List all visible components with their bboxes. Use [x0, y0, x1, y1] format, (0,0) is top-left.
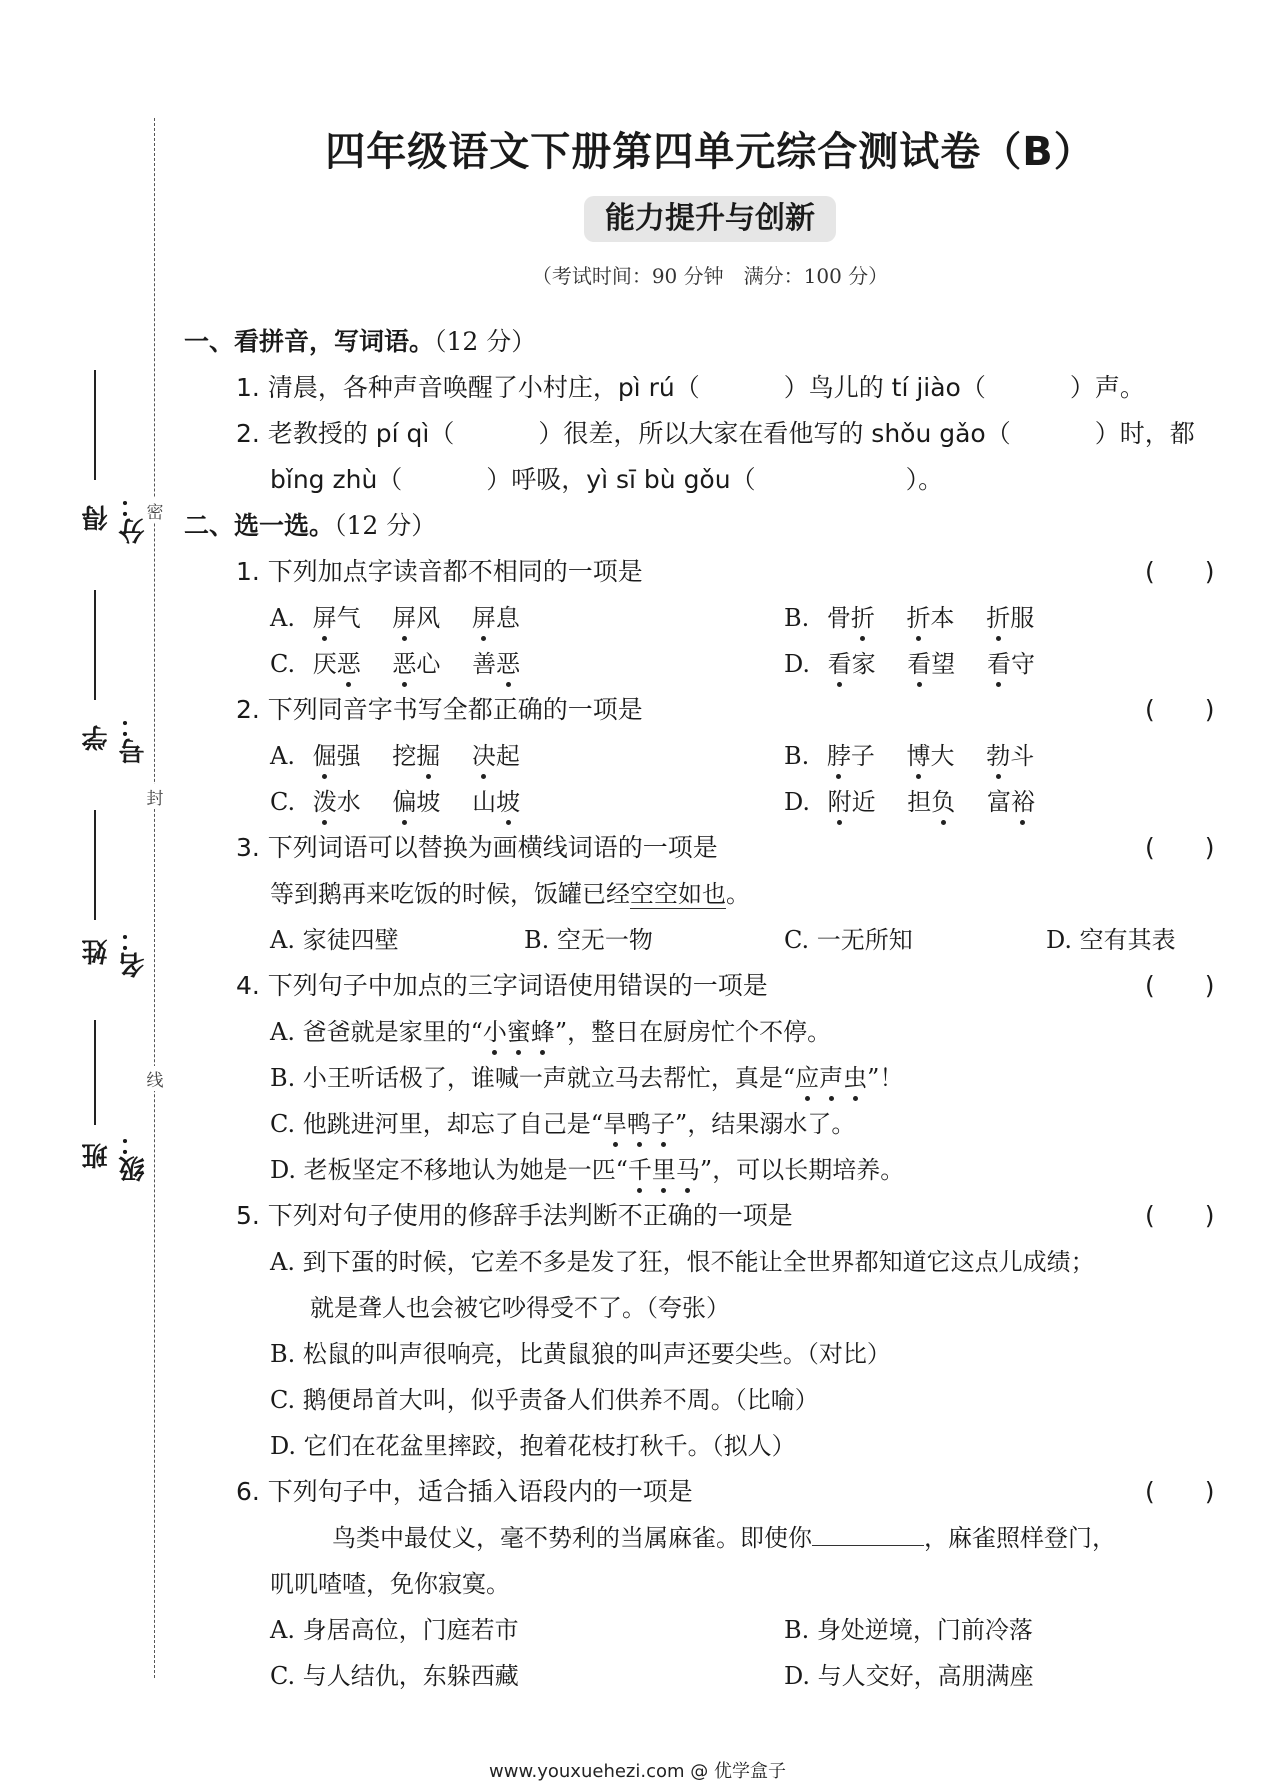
option-letter: A.	[270, 742, 295, 770]
page-title: 四年级语文下册第四单元综合测试卷（B）	[325, 129, 1095, 175]
option-letter: C.	[270, 788, 296, 816]
s1-q2-text-b: ）很差，所以大家在看他写的 shǒu gǎo（	[538, 419, 1011, 448]
char: 本	[930, 604, 955, 632]
s2-q4-option-a[interactable]	[270, 1012, 831, 1047]
dotted-char: 屏	[392, 598, 416, 633]
option-letter: B.	[784, 742, 810, 770]
s2-q5-option-b[interactable]: B. 松鼠的叫声很响亮，比黄鼠狼的叫声还要尖些。（对比）	[270, 1340, 891, 1368]
s2-q6-stem: 6. 下列句子中，适合插入语段内的一项是	[236, 1477, 693, 1506]
s2-q1-option-a[interactable]	[270, 598, 520, 633]
dotted-char: 里	[652, 1150, 676, 1185]
exam-info: （考试时间：90 分钟 满分：100 分）	[531, 264, 889, 288]
s2-q5-option-a-line-2[interactable]: 就是聋人也会被它吵得受不了。（夸张）	[310, 1294, 730, 1322]
dotted-char: 折	[907, 598, 931, 633]
s2-q6-answer-paren[interactable]: ( )	[1145, 1477, 1215, 1506]
dotted-char: 恶	[337, 644, 361, 679]
s2-q3-answer-paren[interactable]: ( )	[1145, 833, 1215, 862]
char: 子	[850, 742, 875, 770]
option-text: ”！	[867, 1064, 904, 1092]
s2-q3-stem: 3. 下列词语可以替换为画横线词语的一项是	[236, 833, 718, 862]
dotted-char: 子	[651, 1104, 675, 1139]
s2-q2-option-a[interactable]	[270, 736, 520, 771]
s2-q5-stem: 5. 下列对句子使用的修辞手法判断不正确的一项是	[236, 1201, 793, 1230]
dotted-char: 附	[828, 782, 852, 817]
s2-q4-option-d[interactable]	[270, 1150, 904, 1185]
option-text: ”，可以长期培养。	[699, 1156, 905, 1184]
dotted-char: 看	[987, 644, 1011, 679]
dotted-char: 倔	[313, 736, 337, 771]
char: 厌	[312, 650, 337, 678]
s2-q6-passage-line-2: 叽叽喳喳，免你寂寞。	[270, 1570, 510, 1598]
s2-q6-option-a[interactable]: A. 身居高位，门庭若市	[270, 1616, 519, 1644]
option-letter: D.	[784, 788, 811, 816]
dotted-char: 蜂	[531, 1012, 555, 1047]
option-text: A. 爸爸就是家里的“	[270, 1018, 483, 1046]
dotted-char: 折	[986, 598, 1010, 633]
dotted-char: 负	[931, 782, 955, 817]
option-letter: A.	[270, 604, 295, 632]
dotted-char: 应	[795, 1058, 819, 1093]
s2-q1-stem: 1. 下列加点字读音都不相同的一项是	[236, 557, 643, 586]
score-label: 得分：	[82, 492, 149, 544]
char: 山	[472, 788, 497, 816]
dotted-char: 看	[828, 644, 852, 679]
char: 善	[472, 650, 497, 678]
sentence-end: 。	[726, 880, 750, 908]
dotted-char: 小	[483, 1012, 507, 1047]
s2-q3-option-a[interactable]: A. 家徒四壁	[270, 926, 399, 954]
dotted-char: 博	[907, 736, 931, 771]
s1-q1-text-a: 清晨，各种声音唤醒了小村庄，pì rú（	[267, 373, 700, 402]
footer-watermark: www.youxuehezi.com @ 优学盒子	[489, 1761, 786, 1782]
s2-q6-passage-line-1	[332, 1518, 1116, 1553]
subtitle-badge: 能力提升与创新	[584, 196, 836, 242]
name-label: 姓名：	[82, 926, 149, 978]
s2-q5-option-a-line-1[interactable]: A. 到下蛋的时候，它差不多是发了狂，恨不能让全世界都知道它这点儿成绩；	[270, 1248, 1095, 1276]
s2-q1-option-b[interactable]	[784, 598, 1034, 633]
binding-char-xian: 线	[144, 1066, 166, 1091]
char: 挖	[392, 742, 417, 770]
char: 担	[907, 788, 932, 816]
option-letter: B.	[784, 604, 810, 632]
char: 水	[336, 788, 361, 816]
char: 强	[336, 742, 361, 770]
char: 大	[930, 742, 955, 770]
section2-score: （12 分）	[334, 511, 437, 540]
dotted-char: 马	[676, 1150, 700, 1185]
s2-q4-stem: 4. 下列句子中加点的三字词语使用错误的一项是	[236, 971, 768, 1000]
option-letter: D.	[784, 650, 811, 678]
dotted-char: 鸭	[627, 1104, 651, 1139]
s2-q4-option-c[interactable]	[270, 1104, 855, 1139]
section2-title: 二、选一选。	[184, 511, 335, 540]
char: 风	[416, 604, 441, 632]
s2-q5-answer-paren[interactable]: ( )	[1145, 1201, 1215, 1230]
char: 心	[416, 650, 441, 678]
section1-score: （12 分）	[434, 327, 537, 356]
s1-q2-text-c: ）时，都	[1094, 419, 1195, 448]
dotted-char: 裕	[1011, 782, 1035, 817]
char: 起	[495, 742, 520, 770]
section1-heading	[184, 322, 536, 358]
s2-q5-option-d[interactable]: D. 它们在花盆里摔跤，抱着花枝打秋千。（拟人）	[270, 1432, 796, 1460]
s1-q2b-text-a: bǐng zhù（	[270, 465, 403, 494]
s2-q3-sentence	[270, 874, 750, 909]
binding-char-feng: 封	[144, 784, 166, 809]
dotted-char: 声	[819, 1058, 843, 1093]
dotted-char: 泼	[313, 782, 337, 817]
student-id-label: 学号：	[82, 712, 149, 764]
dotted-char: 千	[628, 1150, 652, 1185]
s2-q3-option-b[interactable]: B. 空无一物	[524, 926, 653, 954]
char: 服	[1010, 604, 1035, 632]
char: 望	[931, 650, 956, 678]
dotted-char: 屏	[472, 598, 496, 633]
option-text: B. 小王听话极了，谁喊一声就立马去帮忙，真是“	[270, 1064, 796, 1092]
s2-q6-option-c[interactable]: C. 与人结仇，东躲西藏	[270, 1662, 519, 1690]
char: 守	[1010, 650, 1035, 678]
option-text: ”，结果溺水了。	[675, 1110, 856, 1138]
char: 息	[495, 604, 520, 632]
dotted-char: 脖	[827, 736, 851, 771]
s2-q3-option-c[interactable]: C. 一无所知	[784, 926, 913, 954]
s1-q1-text-b: ）鸟儿的 tí jiào（	[783, 373, 986, 402]
s2-q2-option-d[interactable]	[784, 782, 1035, 817]
s1-q2-text-a: 老教授的 pí qì（	[267, 419, 455, 448]
class-label: 班级：	[82, 1130, 149, 1182]
dotted-char: 蜜	[507, 1012, 531, 1047]
option-text: D. 老板坚定不移地认为她是一匹“	[270, 1156, 628, 1184]
binding-dashed-line	[154, 118, 155, 1678]
dotted-char: 折	[851, 598, 875, 633]
s2-q6-option-d[interactable]: D. 与人交好，高朋满座	[784, 1662, 1034, 1690]
s2-q1-option-c[interactable]	[270, 644, 520, 679]
dotted-char: 屏	[313, 598, 337, 633]
section2-heading	[184, 506, 436, 542]
s2-q1-answer-paren[interactable]: ( )	[1145, 557, 1215, 586]
s1-q2-number: 2.	[236, 419, 260, 448]
s1-question-2	[236, 414, 1195, 450]
dotted-char: 恶	[392, 644, 416, 679]
passage-blank[interactable]	[812, 1523, 924, 1546]
s2-q2-answer-paren[interactable]: ( )	[1145, 695, 1215, 724]
dotted-char: 勃	[986, 736, 1010, 771]
binding-char-mi: 密	[144, 498, 166, 523]
s2-q2-stem: 2. 下列同音字书写全都正确的一项是	[236, 695, 643, 724]
char: 骨	[826, 604, 851, 632]
passage-text: 鸟类中最仗义，毫不势利的当属麻雀。即使你	[332, 1524, 812, 1552]
option-text: ”，整日在厨房忙个不停。	[554, 1018, 832, 1046]
underlined-phrase: 空空如也	[630, 880, 726, 908]
s1-q2b-text-b: ）呼吸，yì sī bù gǒu（	[486, 465, 756, 494]
option-text: C. 他跳进河里，却忘了自己是“	[270, 1110, 604, 1138]
dotted-char: 掘	[416, 736, 440, 771]
dotted-char: 恶	[496, 644, 520, 679]
dotted-char: 偏	[392, 782, 416, 817]
char: 气	[336, 604, 361, 632]
char: 富	[986, 788, 1011, 816]
section1-title: 一、看拼音，写词语。	[184, 327, 435, 356]
char: 坡	[416, 788, 441, 816]
dotted-char: 看	[907, 644, 931, 679]
dotted-char: 决	[472, 736, 496, 771]
s1-q2b-text-c: ）。	[905, 465, 944, 494]
s1-question-1	[236, 368, 1145, 404]
dotted-char: 虫	[843, 1058, 867, 1093]
dotted-char: 旱	[603, 1104, 627, 1139]
s2-q4-option-b[interactable]	[270, 1058, 903, 1093]
s2-q6-option-b[interactable]: B. 身处逆境，门前冷落	[784, 1616, 1033, 1644]
sentence-text: 等到鹅再来吃饭的时候，饭罐已经	[270, 880, 630, 908]
s2-q2-option-c[interactable]	[270, 782, 520, 817]
s2-q5-option-c[interactable]: C. 鹅便昂首大叫，似乎责备人们供养不周。（比喻）	[270, 1386, 819, 1414]
s1-q1-number: 1.	[236, 373, 260, 402]
char: 斗	[1010, 742, 1035, 770]
option-letter: C.	[270, 650, 296, 678]
s2-q4-answer-paren[interactable]: ( )	[1145, 971, 1215, 1000]
s1-question-2-line-2	[270, 460, 943, 496]
s2-q1-option-d[interactable]	[784, 644, 1035, 679]
s2-q2-option-b[interactable]	[784, 736, 1034, 771]
dotted-char: 坡	[496, 782, 520, 817]
char: 近	[851, 788, 876, 816]
s2-q3-option-d[interactable]: D. 空有其表	[1046, 926, 1176, 954]
passage-text: ，麻雀照样登门，	[924, 1524, 1116, 1552]
char: 家	[851, 650, 876, 678]
s1-q1-text-c: ）声。	[1069, 373, 1145, 402]
